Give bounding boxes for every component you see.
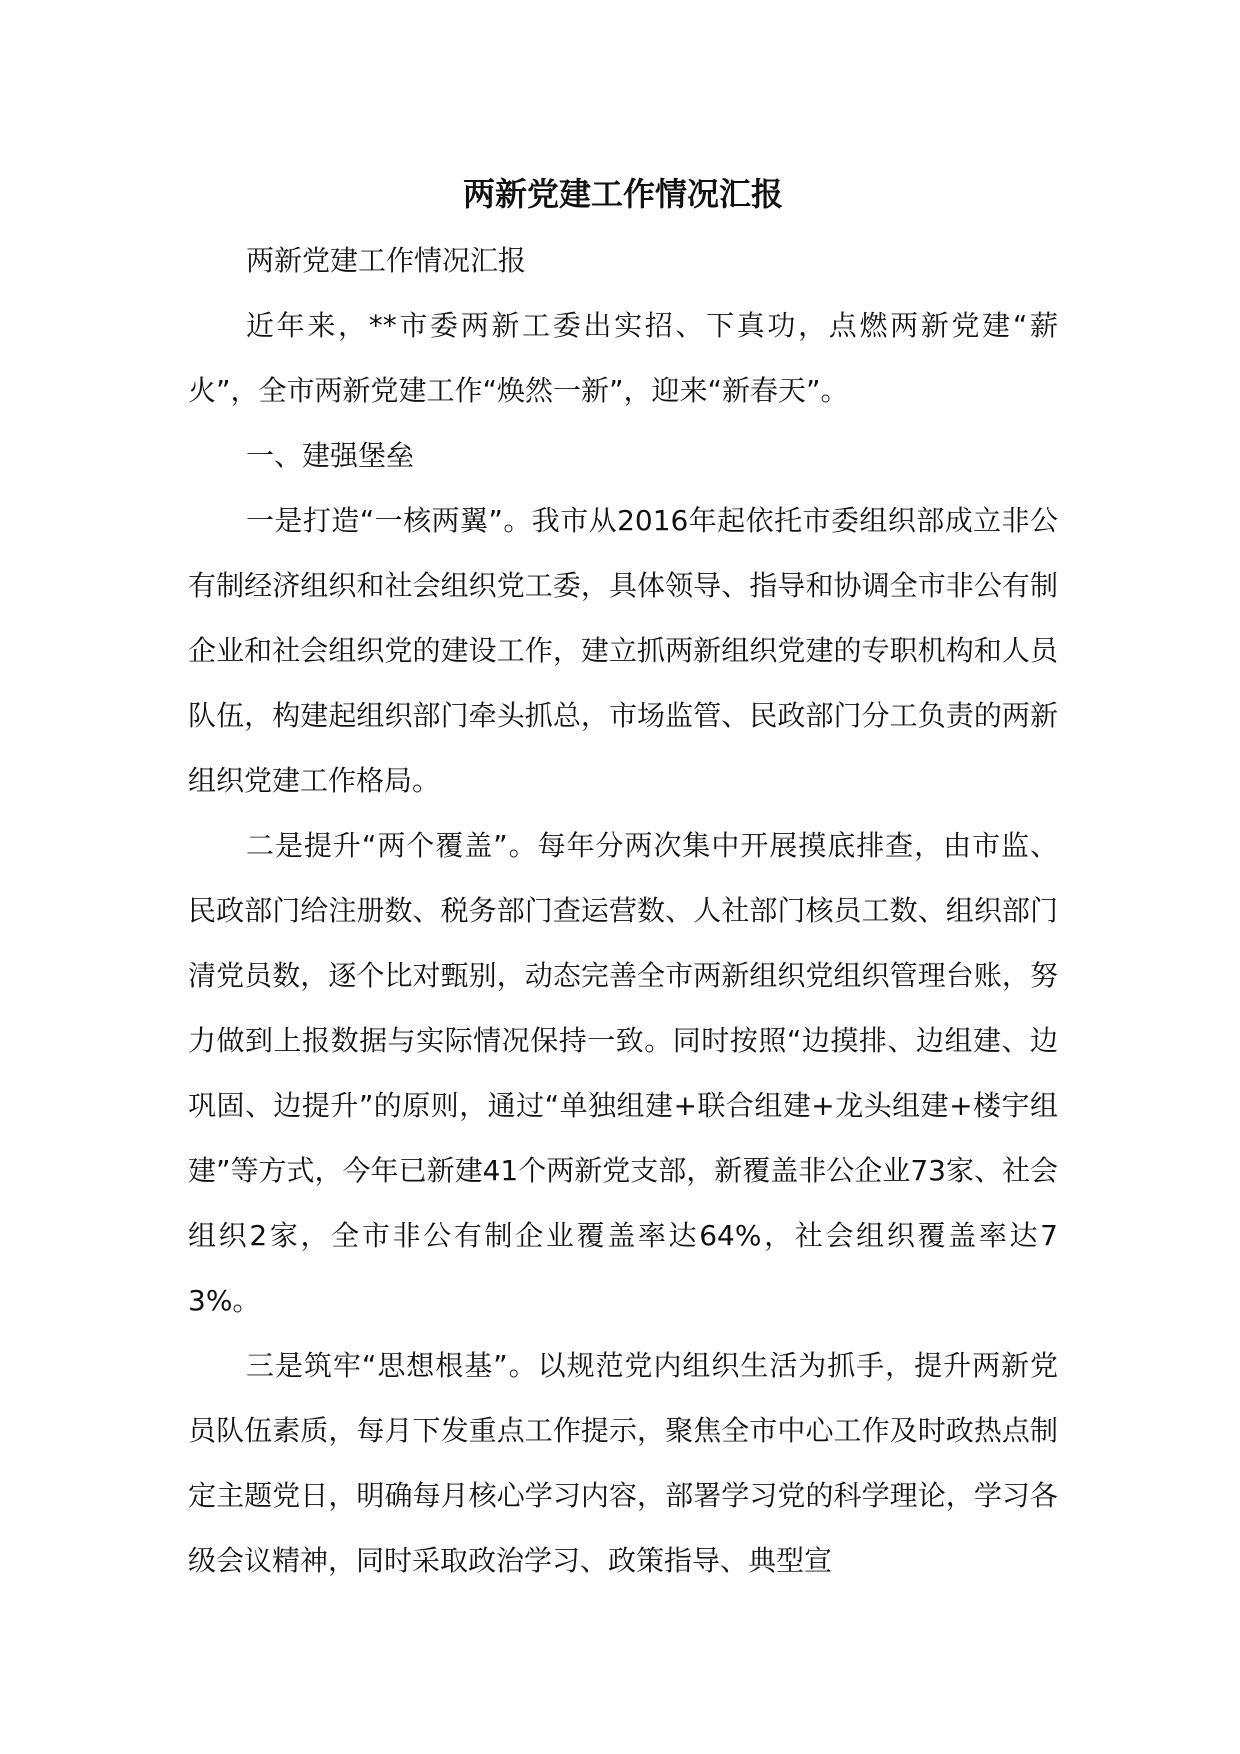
section-heading: 一、建强堡垒 (246, 439, 415, 472)
paragraph-intro: 近年来，**市委两新工委出实招、下真功，点燃两新党建“薪火”，全市两新党建工作“焕然一新”，迎来“新春天”。 (188, 309, 1058, 407)
paragraph-subtitle: 两新党建工作情况汇报 (246, 244, 527, 277)
paragraph-point-two: 二是提升“两个覆盖”。每年分两次集中开展摸底排查，由市监、民政部门给注册数、税务部门查运营数、人社部门核员工数、组织部门清党员数，逐个比对甄别，动态完善全市两新组织党组织管理台账，努力做到上报数据与实际情况保持一致。同时按照“边摸排、边组建、边巩固、边提升”的原则，通过“单独组建+联合组建+龙头组建+楼宇组建”等方式，今年已新建41个两新党支部，新覆盖非公企业73家、社会组织2家，全市非公有制企业覆盖率达64%，社会组织覆盖率达73%。 (188, 829, 1058, 1317)
document-title: 两新党建工作情况汇报 (462, 175, 783, 213)
paragraph-point-one: 一是打造“一核两翼”。我市从2016年起依托市委组织部成立非公有制经济组织和社会组织党工委，具体领导、指导和协调全市非公有制企业和社会组织党的建设工作，建立抓两新组织党建的专职机构和人员队伍，构建起组织部门牵头抓总，市场监管、民政部门分工负责的两新组织党建工作格局。 (188, 504, 1058, 797)
document-page (188, 170, 1058, 1593)
paragraph-point-three: 三是筑牢“思想根基”。以规范党内组织生活为抓手，提升两新党员队伍素质，每月下发重点工作提示，聚焦全市中心工作及时政热点制定主题党日，明确每月核心学习内容，部署学习党的科学理论，学习各级会议精神，同时采取政治学习、政策指导、典型宣 (188, 1349, 1058, 1577)
